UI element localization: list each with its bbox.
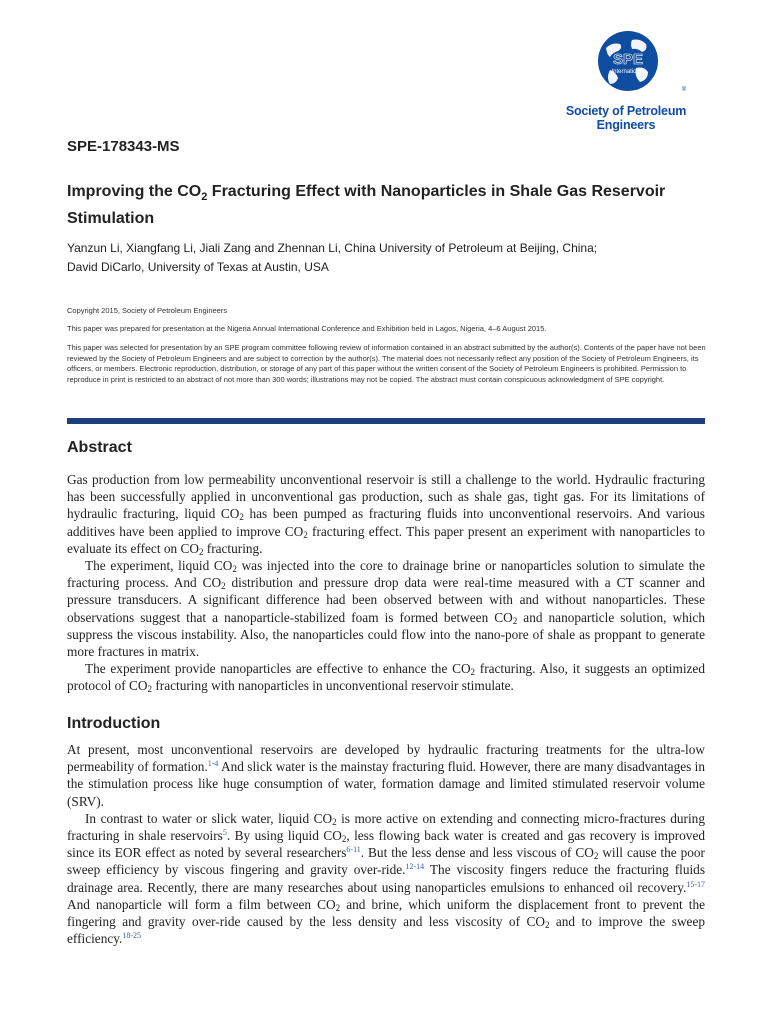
section-divider <box>67 418 705 424</box>
citation[interactable]: 12-14 <box>405 862 425 872</box>
spe-logo <box>566 30 690 92</box>
citation[interactable]: 6-11 <box>346 845 361 855</box>
abstract-body <box>67 471 705 695</box>
prepared-notice: This paper was prepared for presentation at the Nigeria Annual International Conference and Exhibition held in Lagos, Nigeria, 4–6 August 2015. <box>67 324 547 333</box>
logo-sub: International <box>611 69 645 75</box>
logo-acronym: SPE <box>612 51 644 68</box>
logo-reg: ® <box>681 87 687 92</box>
citation[interactable]: 18-25 <box>122 931 142 941</box>
citation[interactable]: 5 <box>222 828 227 838</box>
introduction-body <box>67 741 705 947</box>
authors <box>67 239 727 277</box>
citation[interactable]: 1-4 <box>207 759 219 769</box>
abstract-heading: Abstract <box>67 439 132 456</box>
authors-line-2: David DiCarlo, University of Texas at Austin, USA <box>67 260 329 274</box>
intro-paragraph-2: In contrast to water or slick water, liquid $CO_2$ is more active on extending and connecting micro-fractures during fracturing in shale reservoirs$^5$. By using liquid $CO_2$, less flowing back water is created and gas recovery is improved since its EOR effect as noted by several researchers$^{6-11}$. But the less dense and less viscous of $CO_2$ will cause the poor sweep efficiency by viscous fingering and gravity over-ride.$^{12-14}$ The viscosity fingers reduce the fracturing fluids drainage area. Recently, there are many researches about using nanoparticles emulsions to enhanced oil recovery.$^{15-17}$ And nanoparticle will form a film between $CO_2$ and brine, which uniform the displacement front to prevent the fingering and gravity over-ride caused by the less density and less viscosity of $CO_2$ and to improve the sweep efficiency.$^{18-25}$ <box>67 810 706 947</box>
introduction-heading: Introduction <box>67 715 161 732</box>
selection-notice: This paper was selected for presentation by an SPE program committee following review of information contained in an abstract submitted by the author(s). Contents of the paper have not been reviewed by the Society of Petroleum Engineers and are subject to correction by the author(s). The material does not necessarily reflect any position of the Society of Petroleum Engineers, its officers, or members. Electronic reproduction, distribution, or storage of any part of this paper without the written consent of the Society of Petroleum Engineers is prohibited. Permission to reproduce in print is restricted to an abstract of not more than 300 words; illustrations may not be copied. The abstract must contain conspicuous acknowledgment of SPE copyright. <box>67 343 706 384</box>
org-name: Society of Petroleum Engineers <box>565 104 687 132</box>
intro-paragraph-1: At present, most unconventional reservoirs are developed by hydraulic fracturing treatments for the ultra-low permeability of formation.$^{1-4}$ And slick water is the mainstay fracturing fluid. However, there are many disadvantages in the stimulation process like huge consumption of water, formation damage and limited stimulated reservoir volume (SRV). <box>67 742 705 809</box>
copyright-notice: Copyright 2015, Society of Petroleum Engineers <box>67 306 228 315</box>
abstract-paragraph-3: The experiment provide nanoparticles are effective to enhance the $CO_2$ fracturing. Also, it suggests an optimized protocol of $CO_2$ fracturing with nanoparticles in unconventional reservoir stimulate. <box>67 661 705 695</box>
authors-line-1: Yanzun Li, Xiangfang Li, Jiali Zang and Zhennan Li, China University of Petroleum at Beijing, China; <box>67 241 598 255</box>
citation[interactable]: 15-17 <box>686 879 705 889</box>
abstract-paragraph-2: The experiment, liquid $CO_2$ was injected into the core to drainage brine or nanoparticles solution to simulate the fracturing process. And $CO_2$ distribution and pressure drop data were real-time measured with a CT scanner and pressure transducers. A significant difference had been observed between with and without nanoparticles. These observations suggest that a nanoparticle-stabilized foam is formed between $CO_2$ and nanoparticle solution, which suppress the viscous instability. Also, the nanoparticles could flow into the nano-pore of shale as proppant to generate more fractures in matrix. <box>67 558 706 660</box>
paper-id: SPE-178343-MS <box>67 138 180 155</box>
abstract-paragraph-1: Gas production from low permeability unconventional reservoir is still a challenge to the world. Hydraulic fracturing has been successfully applied in unconventional gas production, such as shale gas, tight gas. For its limitations of hydraulic fracturing, liquid $CO_2$ has been pumped as fracturing fluids into unconventional reservoirs. And various additives have been applied to improve $CO_2$ fracturing effect. This paper present an experiment with nanoparticles to evaluate its effect on $CO_2$ fracturing. <box>67 472 706 557</box>
paper-title: Improving the $CO_2$ Fracturing Effect with Nanoparticles in Shale Gas Reservoir Stimulation <box>67 183 666 228</box>
